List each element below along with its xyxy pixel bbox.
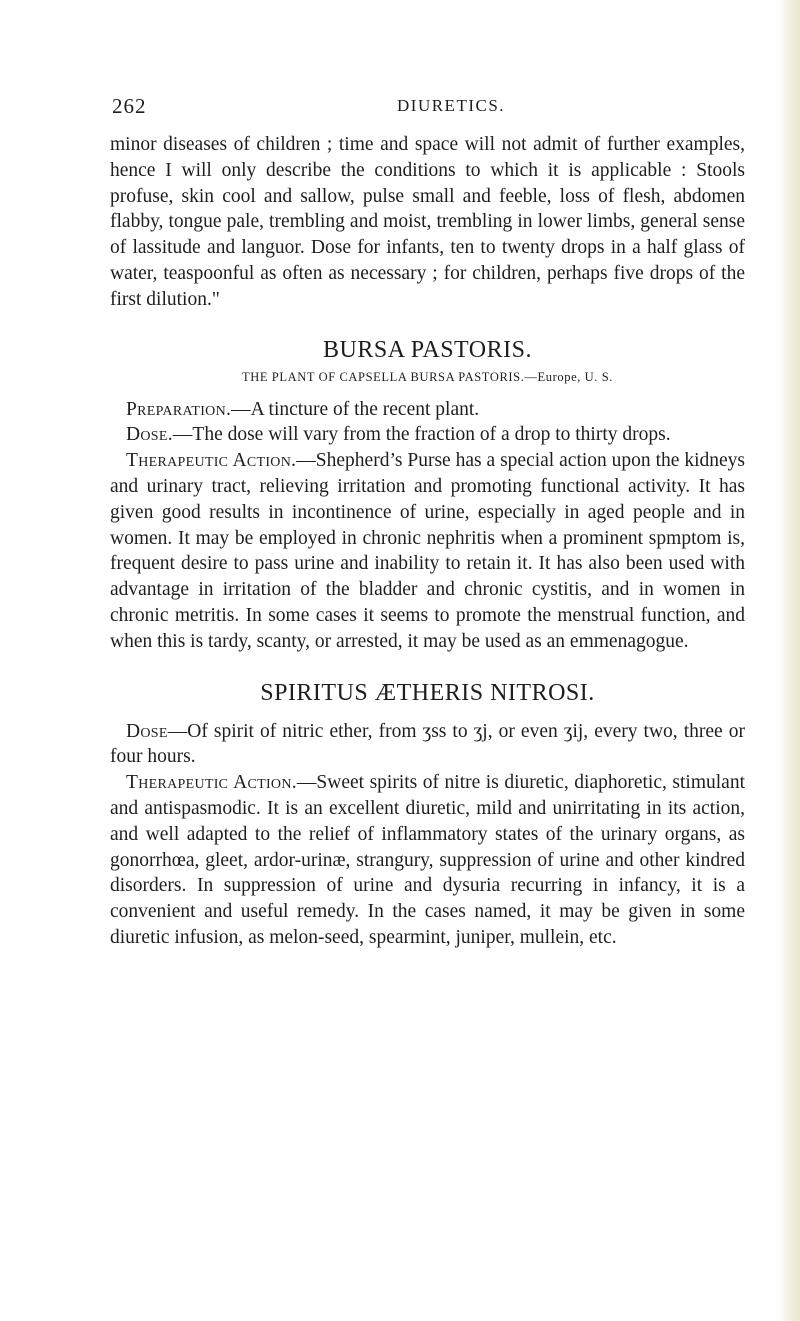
- spiritus-dose-text: —Of spirit of nitric ether, from ʒss to ʒj, or even ʒij, every two, three or four hours.: [110, 720, 745, 768]
- spiritus-action: [110, 770, 745, 951]
- action-text: —Shepherd’s Purse has a special action upon the kidneys and urinary tract, relieving irritation and promoting functional activity. It has given good results in incontinence of urine, especially in aged people and in women. It may be employed in chronic nephritis when a prominent spmptom is, frequent desire to pass urine and inability to retain it. It has also been used with advantage in irritation of the bladder and chronic cystitis, and in women in chronic metritis. In some cases it seems to promote the menstrual function, and when this is tardy, scanty, or arrested, it may be used as an emmenagogue.: [110, 450, 745, 652]
- spiritus-action-label: Therapeutic Action.: [126, 772, 297, 794]
- spiritus-heading: SPIRITUS ÆTHERIS NITROSI.: [260, 679, 595, 706]
- spiritus-action-text: —Sweet spirits of nitre is diuretic, diaphoretic, stimulant and antispasmodic. It is an excellent diuretic, mild and unirritating in its action, and well adapted to the relief of inflammatory states of the urinary organs, as gonorrhœa, gleet, ardor-urinæ, strangury, suppression of urine and other kindred disorders. In suppression of urine and dysuria recurring in infancy, it is a convenient and useful remedy. In the cases named, it may be given in some diuretic infusion, as melon-seed, spearmint, juniper, mullein, etc.: [110, 772, 745, 948]
- dose-label: Dose.: [126, 424, 173, 446]
- bursa-preparation: [110, 397, 745, 423]
- bursa-subheading: THE PLANT OF CAPSELLA BURSA PASTORIS.—Europe, U. S.: [241, 369, 614, 384]
- bursa-heading: BURSA PASTORIS.: [323, 336, 532, 363]
- dose-text: —The dose will vary from the fraction of a drop to thirty drops.: [172, 424, 671, 446]
- bursa-action: [110, 448, 745, 654]
- page-number: 262: [112, 94, 147, 118]
- spiritus-dose-label: Dose: [126, 720, 168, 742]
- running-head: [110, 92, 745, 122]
- preparation-label: Preparation.: [126, 398, 232, 420]
- running-title: DIURETICS.: [397, 96, 506, 115]
- intro-paragraph: minor diseases of children ; time and space will not admit of further examples, hence I will only describe the conditions to which it is applicable : Stools profuse, skin cool and sallow, pulse small and feeble, loss of flesh, abdomen flabby, tongue pale, trembling and moist, trembling in lower limbs, general sense of lassitude and languor. Dose for infants, ten to twenty drops in a half glass of water, teaspoonful as often as necessary ; for children, perhaps five drops of the first dilution.": [110, 134, 745, 310]
- action-label: Therapeutic Action.: [126, 450, 297, 472]
- preparation-text: —A tincture of the recent plant.: [231, 398, 480, 420]
- spiritus-dose: [110, 719, 745, 771]
- book-page: [110, 92, 745, 951]
- page-edge: [778, 0, 800, 1321]
- bursa-dose: [110, 422, 745, 448]
